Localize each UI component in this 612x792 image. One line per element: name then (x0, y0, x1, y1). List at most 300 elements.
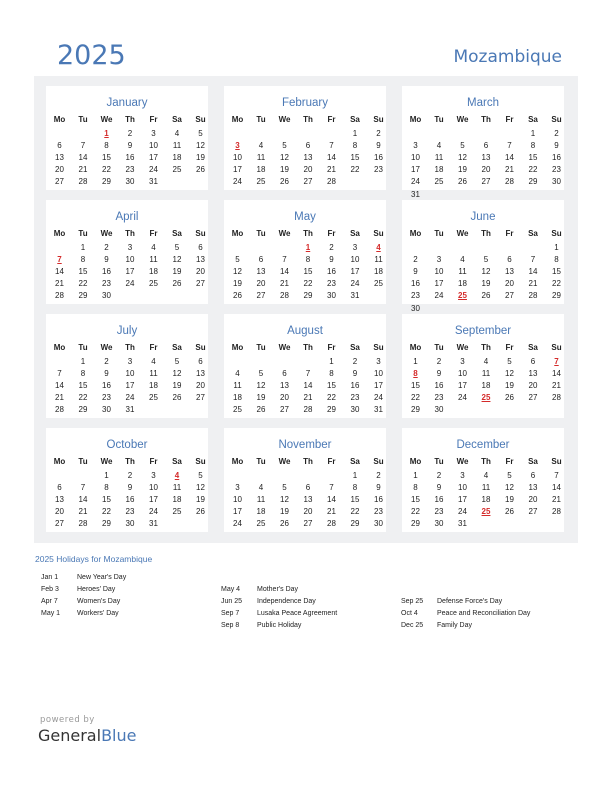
day-cell: 29 (350, 519, 360, 529)
day-cell: 29 (327, 405, 336, 415)
day-cell: 12 (196, 483, 205, 493)
weekday-header: Mo (231, 343, 244, 352)
day-cell: 2 (104, 243, 109, 252)
day-cell: 16 (374, 495, 383, 505)
day-cell: 13 (55, 153, 64, 163)
brand-general: General (38, 726, 102, 745)
day-cell: 23 (434, 393, 444, 403)
day-cell: 26 (505, 393, 514, 403)
day-cell: 18 (434, 165, 444, 175)
day-cell: 10 (350, 255, 360, 265)
holiday-day-cell: 8 (413, 369, 418, 379)
day-cell: 24 (149, 165, 158, 175)
day-cell: 7 (80, 141, 86, 151)
weekday-header: Th (125, 343, 135, 352)
weekday-header: Tu (434, 457, 444, 466)
day-cell: 26 (280, 519, 289, 529)
weekday-header: We (100, 229, 113, 238)
day-cell: 8 (329, 369, 334, 379)
day-cell: 9 (329, 255, 334, 265)
day-cell: 31 (411, 189, 420, 199)
weekday-header: Su (373, 457, 384, 466)
day-cell: 10 (233, 495, 242, 505)
day-cell: 2 (352, 357, 358, 366)
day-cell: 14 (78, 153, 88, 163)
holiday-day-cell: 25 (458, 291, 467, 301)
day-cell: 19 (458, 165, 467, 175)
day-cell: 23 (552, 165, 561, 175)
day-cell: 11 (481, 483, 491, 493)
day-cell: 19 (280, 507, 289, 517)
day-cell: 11 (172, 483, 182, 493)
day-cell: 24 (458, 393, 467, 403)
weekday-header: Sa (172, 457, 182, 466)
day-cell: 11 (256, 153, 266, 163)
weekday-header: Th (303, 229, 313, 238)
day-cell: 21 (55, 393, 64, 403)
day-cell: 5 (507, 357, 512, 366)
day-cell: 13 (528, 369, 538, 379)
month-august (224, 314, 386, 418)
weekday-header: Sa (350, 115, 360, 124)
month-october (46, 428, 208, 532)
day-cell: 7 (282, 255, 287, 265)
day-cell: 17 (149, 153, 158, 163)
day-cell: 9 (104, 255, 109, 265)
day-cell: 4 (151, 357, 156, 366)
day-cell: 3 (352, 243, 358, 252)
day-cell: 19 (280, 165, 289, 175)
weekday-header: Su (195, 343, 206, 352)
month-name: June (470, 211, 496, 223)
day-cell: 18 (256, 507, 266, 517)
day-cell: 24 (411, 177, 420, 187)
day-cell: 6 (258, 255, 264, 265)
day-cell: 16 (327, 267, 336, 277)
weekday-header: We (456, 457, 469, 466)
day-cell: 6 (282, 369, 287, 379)
day-cell: 20 (528, 381, 538, 391)
day-cell: 14 (505, 153, 514, 163)
day-cell: 23 (411, 291, 420, 301)
day-cell: 23 (327, 279, 336, 289)
weekday-header: Mo (231, 457, 244, 466)
day-cell: 26 (172, 393, 182, 403)
day-cell: 8 (413, 483, 418, 493)
day-cell: 22 (102, 507, 111, 517)
day-cell: 16 (350, 381, 360, 391)
holiday-name: Public Holiday (257, 622, 302, 629)
day-cell: 25 (374, 279, 383, 289)
day-cell: 16 (434, 495, 444, 505)
day-cell: 15 (327, 381, 336, 391)
day-cell: 27 (55, 177, 64, 187)
day-cell: 12 (458, 153, 467, 163)
weekday-header: Sa (350, 457, 360, 466)
weekday-header: Sa (528, 457, 538, 466)
day-cell: 9 (127, 483, 133, 493)
day-cell: 17 (125, 267, 135, 277)
month-june (402, 200, 564, 313)
day-cell: 1 (413, 471, 418, 480)
day-cell: 17 (233, 165, 242, 175)
month-may (224, 200, 386, 304)
day-cell: 14 (55, 267, 64, 277)
day-cell: 12 (172, 255, 182, 265)
day-cell: 10 (374, 369, 383, 379)
day-cell: 2 (376, 471, 381, 480)
day-cell: 19 (505, 381, 514, 391)
day-cell: 9 (436, 483, 442, 493)
day-cell: 14 (327, 153, 336, 163)
weekday-header: We (100, 343, 113, 352)
day-cell: 19 (172, 267, 182, 277)
day-cell: 11 (149, 255, 158, 265)
day-cell: 16 (411, 279, 420, 289)
weekday-header: Mo (53, 115, 66, 124)
day-cell: 7 (554, 471, 559, 480)
weekday-header: We (278, 457, 291, 466)
day-cell: 4 (483, 357, 489, 366)
day-cell: 3 (127, 357, 133, 366)
day-cell: 22 (327, 393, 336, 403)
day-cell: 3 (376, 357, 381, 366)
day-cell: 21 (327, 507, 336, 517)
day-cell: 11 (481, 369, 491, 379)
weekday-header: Fr (327, 115, 336, 124)
day-cell: 6 (530, 357, 536, 366)
day-cell: 2 (127, 471, 133, 480)
day-cell: 14 (280, 267, 289, 277)
day-cell: 22 (528, 165, 538, 175)
day-cell: 18 (149, 267, 158, 277)
day-cell: 5 (483, 255, 489, 265)
day-cell: 14 (552, 483, 561, 493)
day-cell: 17 (458, 381, 467, 391)
holiday-day-cell: 3 (235, 141, 240, 151)
day-cell: 25 (434, 177, 444, 187)
day-cell: 7 (507, 141, 512, 151)
day-cell: 11 (233, 381, 242, 391)
month-january (46, 86, 208, 190)
holiday-date: May 1 (41, 610, 61, 617)
holiday-day-cell: 7 (554, 357, 559, 366)
day-cell: 5 (507, 471, 512, 480)
day-cell: 3 (460, 357, 465, 366)
day-cell: 1 (104, 471, 109, 480)
day-cell: 10 (411, 153, 420, 163)
day-cell: 23 (374, 165, 383, 175)
day-cell: 31 (149, 519, 158, 529)
day-cell: 3 (413, 141, 418, 151)
weekday-header: Mo (231, 229, 244, 238)
day-cell: 25 (149, 393, 158, 403)
day-cell: 21 (528, 279, 538, 289)
day-cell: 11 (256, 495, 266, 505)
weekday-header: Su (551, 229, 562, 238)
day-cell: 10 (149, 141, 158, 151)
day-cell: 8 (352, 141, 358, 151)
day-cell: 31 (458, 519, 467, 529)
day-cell: 13 (256, 267, 266, 277)
day-cell: 13 (303, 495, 313, 505)
day-cell: 30 (552, 177, 561, 187)
weekday-header: Tu (256, 457, 266, 466)
day-cell: 22 (411, 507, 420, 517)
day-cell: 27 (256, 291, 266, 301)
day-cell: 21 (280, 279, 289, 289)
day-cell: 20 (528, 495, 538, 505)
day-cell: 6 (57, 141, 62, 151)
country-title: Mozambique (453, 47, 562, 67)
day-cell: 20 (196, 267, 205, 277)
weekday-header: Th (303, 343, 313, 352)
weekday-header: Th (303, 457, 313, 466)
day-cell: 27 (280, 405, 289, 415)
day-cell: 21 (78, 507, 88, 517)
day-cell: 22 (102, 165, 111, 175)
day-cell: 4 (483, 471, 489, 480)
day-cell: 18 (481, 495, 491, 505)
holiday-day-cell: 7 (57, 255, 62, 265)
day-cell: 29 (78, 291, 88, 301)
day-cell: 5 (282, 483, 287, 493)
generalblue-logo[interactable] (38, 726, 136, 745)
day-cell: 4 (151, 243, 156, 252)
weekday-header: Fr (149, 229, 158, 238)
day-cell: 13 (528, 483, 538, 493)
day-cell: 2 (329, 243, 334, 252)
month-name: August (287, 325, 323, 337)
day-cell: 18 (481, 381, 491, 391)
day-cell: 22 (411, 393, 420, 403)
holiday-name: Lusaka Peace Agreement (257, 610, 338, 617)
day-cell: 12 (280, 495, 289, 505)
day-cell: 28 (552, 393, 561, 403)
day-cell: 18 (256, 165, 266, 175)
weekday-header: Su (373, 229, 384, 238)
weekday-header: Fr (149, 115, 158, 124)
day-cell: 9 (376, 483, 381, 493)
powered-by-label: powered by (40, 715, 95, 725)
day-cell: 27 (196, 279, 205, 289)
month-name: April (115, 211, 139, 223)
day-cell: 20 (55, 507, 64, 517)
day-cell: 13 (303, 153, 313, 163)
year-title: 2025 (57, 40, 126, 71)
day-cell: 19 (172, 381, 182, 391)
day-cell: 17 (125, 381, 135, 391)
day-cell: 10 (458, 369, 467, 379)
calendar-grid (34, 76, 578, 543)
day-cell: 2 (127, 129, 133, 138)
day-cell: 31 (350, 291, 360, 301)
day-cell: 5 (198, 129, 203, 138)
day-cell: 1 (80, 243, 86, 252)
day-cell: 1 (530, 129, 536, 138)
weekday-header: Fr (149, 343, 158, 352)
weekday-header: Tu (78, 457, 88, 466)
day-cell: 11 (434, 153, 444, 163)
day-cell: 31 (149, 177, 158, 187)
day-cell: 28 (78, 177, 88, 187)
day-cell: 17 (233, 507, 242, 517)
day-cell: 1 (554, 243, 559, 252)
weekday-header: Mo (409, 229, 422, 238)
weekday-header: We (278, 115, 291, 124)
day-cell: 28 (303, 405, 313, 415)
day-cell: 29 (411, 519, 420, 529)
day-cell: 22 (78, 393, 88, 403)
month-name: July (116, 325, 138, 337)
day-cell: 20 (481, 165, 491, 175)
day-cell: 31 (125, 405, 135, 415)
holiday-day-cell: 1 (305, 243, 311, 252)
weekday-header: Su (195, 229, 206, 238)
weekday-header: Mo (409, 457, 422, 466)
weekday-header: Sa (528, 343, 538, 352)
day-cell: 21 (327, 165, 336, 175)
weekday-header: Mo (409, 343, 422, 352)
day-cell: 18 (172, 153, 182, 163)
day-cell: 24 (350, 279, 360, 289)
day-cell: 19 (505, 495, 514, 505)
day-cell: 2 (436, 357, 442, 366)
day-cell: 10 (125, 369, 135, 379)
day-cell: 28 (528, 291, 538, 301)
weekday-header: Fr (149, 457, 158, 466)
month-name: January (106, 97, 148, 109)
holiday-date: May 4 (221, 586, 241, 593)
day-cell: 3 (151, 471, 156, 480)
day-cell: 11 (172, 141, 182, 151)
day-cell: 3 (235, 483, 240, 493)
day-cell: 15 (78, 381, 88, 391)
month-name: November (278, 439, 332, 451)
day-cell: 12 (481, 267, 491, 277)
weekday-header: Mo (53, 229, 66, 238)
day-cell: 23 (434, 507, 444, 517)
day-cell: 30 (327, 291, 336, 301)
day-cell: 26 (233, 291, 242, 301)
day-cell: 27 (303, 519, 313, 529)
brand-blue: Blue (101, 726, 137, 745)
day-cell: 30 (102, 291, 111, 301)
day-cell: 2 (376, 129, 381, 138)
day-cell: 19 (233, 279, 242, 289)
day-cell: 9 (127, 141, 133, 151)
weekday-header: We (100, 115, 113, 124)
day-cell: 4 (436, 141, 442, 151)
day-cell: 8 (80, 369, 86, 379)
holiday-date: Sep 7 (221, 610, 240, 617)
day-cell: 28 (55, 291, 64, 301)
day-cell: 15 (350, 153, 360, 163)
day-cell: 7 (530, 255, 536, 265)
day-cell: 27 (505, 291, 514, 301)
weekday-header: Tu (434, 343, 444, 352)
day-cell: 21 (505, 165, 514, 175)
day-cell: 10 (125, 255, 135, 265)
day-cell: 16 (102, 267, 111, 277)
day-cell: 23 (374, 507, 383, 517)
day-cell: 29 (102, 519, 111, 529)
day-cell: 20 (303, 507, 313, 517)
day-cell: 3 (127, 243, 133, 252)
day-cell: 4 (235, 369, 240, 379)
day-cell: 1 (352, 471, 358, 480)
weekday-header: Th (303, 115, 313, 124)
day-cell: 7 (80, 483, 86, 493)
holiday-name: Peace and Reconciliation Day (437, 610, 531, 617)
day-cell: 20 (505, 279, 514, 289)
day-cell: 4 (258, 141, 264, 151)
day-cell: 10 (434, 267, 444, 277)
day-cell: 25 (233, 405, 242, 415)
holiday-name: New Year's Day (77, 574, 127, 581)
weekday-header: Tu (434, 229, 444, 238)
day-cell: 12 (505, 483, 514, 493)
day-cell: 15 (552, 267, 561, 277)
weekday-header: We (456, 343, 469, 352)
day-cell: 11 (458, 267, 467, 277)
day-cell: 5 (460, 141, 465, 151)
month-february (224, 86, 386, 190)
day-cell: 29 (411, 405, 420, 415)
day-cell: 2 (436, 471, 442, 480)
day-cell: 12 (256, 381, 266, 391)
holiday-name: Workers' Day (77, 610, 119, 617)
weekday-header: Tu (78, 115, 88, 124)
weekday-header: Sa (528, 229, 538, 238)
day-cell: 15 (350, 495, 360, 505)
day-cell: 23 (125, 165, 135, 175)
day-cell: 15 (102, 495, 111, 505)
day-cell: 30 (434, 519, 444, 529)
weekday-header: Tu (256, 115, 266, 124)
day-cell: 28 (78, 519, 88, 529)
day-cell: 18 (233, 393, 242, 403)
day-cell: 9 (436, 369, 442, 379)
day-cell: 26 (196, 507, 205, 517)
day-cell: 30 (434, 405, 444, 415)
day-cell: 13 (280, 381, 289, 391)
day-cell: 28 (280, 291, 289, 301)
weekday-header: Mo (409, 115, 422, 124)
day-cell: 31 (374, 405, 383, 415)
day-cell: 15 (411, 495, 420, 505)
holiday-name: Heroes' Day (77, 586, 116, 593)
day-cell: 23 (102, 393, 111, 403)
day-cell: 19 (481, 279, 491, 289)
weekday-header: Su (195, 115, 206, 124)
day-cell: 5 (258, 369, 264, 379)
day-cell: 19 (256, 393, 266, 403)
day-cell: 9 (376, 141, 381, 151)
month-name: February (281, 97, 329, 109)
day-cell: 28 (327, 519, 336, 529)
weekday-header: Tu (256, 229, 266, 238)
day-cell: 29 (528, 177, 538, 187)
day-cell: 12 (196, 141, 205, 151)
day-cell: 23 (125, 507, 135, 517)
day-cell: 29 (102, 177, 111, 187)
month-march (402, 86, 564, 199)
day-cell: 25 (172, 165, 182, 175)
day-cell: 8 (554, 255, 559, 265)
day-cell: 6 (198, 243, 203, 252)
day-cell: 18 (149, 381, 158, 391)
